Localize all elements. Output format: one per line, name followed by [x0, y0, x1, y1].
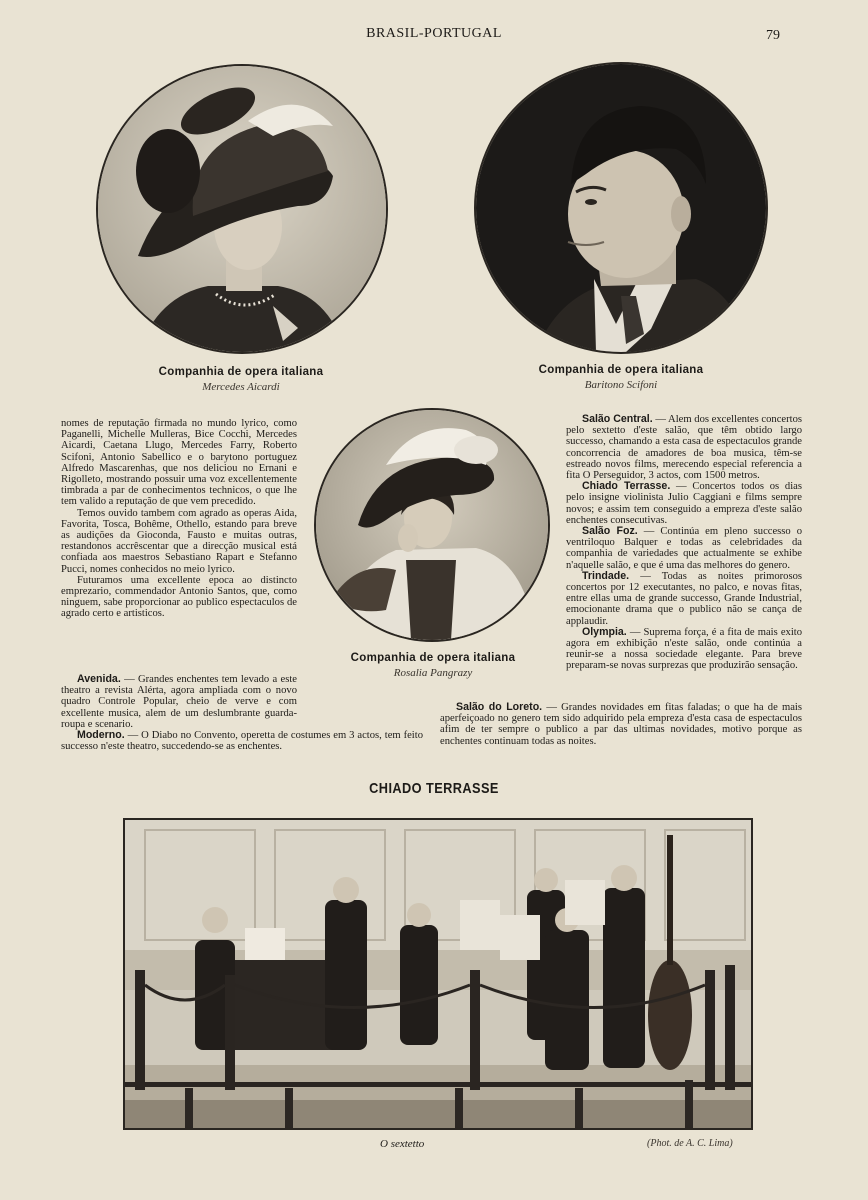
venue-chiado-terrasse: Chiado Terrasse.: [582, 480, 671, 493]
photo-credit: (Phot. de A. C. Lima): [647, 1138, 733, 1149]
publication-title: BRASIL-PORTUGAL: [366, 26, 502, 41]
foz-text: — Continúa em pleno successo o ventriloquo Balquer e todas as celebridades da companhia de variedades que actualmente se exhibe n'aquelle salão, e que é uma das melhores do genero.: [566, 526, 803, 571]
central-text: — Alem dos excellentes concertos pelo sextetto d'este salão, que têm obtido largo successo, chamando a esta casa de espectaculos grande concorrencia de amadores de boa musica, têm-se estreado novos films, merecendo especial referencia a fita O Perseguidor, 3 actos, com 1500 metros.: [566, 414, 802, 482]
portrait-caption-aicardi: [96, 366, 386, 393]
avenida-text: — Grandes enchentes tem levado a este theatro a revista Alérta, agora ampliada com o novo quadro Controle Popular, cheio de verve e com excellente musica, alem de um deslumbrante guarda-roupa e scenario.: [61, 674, 297, 730]
venue-trindade: Trindade.: [582, 569, 630, 582]
right-article-column: [566, 414, 802, 672]
paragraph-salao-foz: [566, 526, 802, 571]
right-column-wide: [440, 702, 802, 747]
left-column-wide: [61, 674, 423, 752]
caption-title: Companhia de opera italiana: [538, 364, 704, 376]
venue-moderno: Moderno.: [77, 729, 125, 742]
caption-name: Rosalia Pangrazy: [393, 667, 473, 679]
loreto-text: — Grandes novidades em fitas faladas; o que ha de mais aperfeiçoado no genero tem sido adquirido pela empreza d'esta casa de espectaculos afim de ter sempre o publico a par das ultimas novidades, motivo porque as enchentes continuam todas as noites.: [440, 702, 802, 747]
venue-avenida: Avenida.: [77, 673, 121, 685]
paragraph-operas: Temos ouvido tambem com agrado as operas Aida, Favorita, Tosca, Bohême, Othello, estando para breve as audições da Gioconda, Fausto e muitas outras, restandonos accrêscentar que a direcção musical está confiada aos maestros Sebastiano Rapart e Stefanno Pucci, nomes conhecidos no meio lyrico.: [61, 507, 297, 575]
paragraph-salao-loreto: [440, 702, 802, 747]
portrait-baritono-scifoni: [474, 62, 768, 354]
chiado-text: — Concertos todos os dias pelo insigne violinista Julio Caggiani e films sempre novos; e assim tem conseguido a empreza d'este salão enchentes consecutivas.: [566, 481, 802, 526]
paragraph-trindade: [566, 571, 802, 627]
portrait-rosalia-pangrazy: [314, 408, 550, 642]
olympia-text: — Suprema força, é a fita de mais exito agora em exhibição n'este salão, onde continúa a reunir-se a nossa sociedade elegante. Para breve preparam-se novas surprezas que produzirão sensação.: [566, 626, 802, 672]
caption-name: Mercedes Aicardi: [202, 381, 280, 393]
caption-title: Companhia de opera italiana: [158, 366, 324, 378]
venue-olympia: Olympia.: [582, 625, 627, 638]
caption-title: Companhia de opera italiana: [350, 652, 516, 664]
section-title-chiado-terrasse: CHIADO TERRASSE: [369, 780, 499, 797]
caption-name: Baritono Scifoni: [584, 379, 658, 391]
paragraph-avenida: [61, 674, 423, 730]
paragraph-chiado-terrasse: [566, 481, 802, 526]
paragraph-moderno: [61, 730, 423, 752]
venue-salao-foz: Salão Foz.: [582, 525, 638, 538]
photo-sextetto: [123, 818, 753, 1130]
paragraph-salao-central: [566, 414, 802, 481]
page-number: 79: [766, 28, 780, 43]
portrait-caption-scifoni: [476, 364, 766, 391]
photo-caption: O sextetto: [380, 1138, 425, 1150]
portrait-mercedes-aicardi: [96, 64, 388, 354]
venue-salao-central: Salão Central.: [582, 413, 653, 425]
paragraph-artists: nomes de reputação firmada no mundo lyrico, como Paganelli, Michelle Mulleras, Bice Cocchi, Mercedes Aicardi, Caetana Llugo, Mercedes Farry, Roberto Scifoni, Antonio Sabellico e o barytono portuguez Alfredo Mascarenhas, que nos deliciou no Ernani e Rigolleto, mostrando possuir uma voz excellentemente timbrada a par de conhecimentos technicos, o que lhe tem valido a reputação de que vem precedido.: [61, 418, 297, 508]
trindade-text: — Todas as noites primorosos concertos por 12 executantes, no palco, e novas fitas, entre ellas uma de grande successo, Grande Industrial, emocionante drama que o publico não se cança de applaudir.: [566, 570, 802, 627]
left-article-column: [61, 418, 297, 620]
venue-salao-loreto: Salão do Loreto.: [456, 701, 543, 713]
moderno-text: — O Diabo no Convento, operetta de costumes em 3 actos, tem feito successo n'este theatro, succedendo-se as enchentes.: [61, 730, 423, 753]
paragraph-emprezario: Futuramos uma excellente epoca ao distincto emprezario, commendador Antonio Santos, que, como ninguem, sabe proporcionar ao publico espectaculos de agrado certo e artisticos.: [61, 574, 297, 620]
paragraph-olympia: [566, 627, 802, 672]
